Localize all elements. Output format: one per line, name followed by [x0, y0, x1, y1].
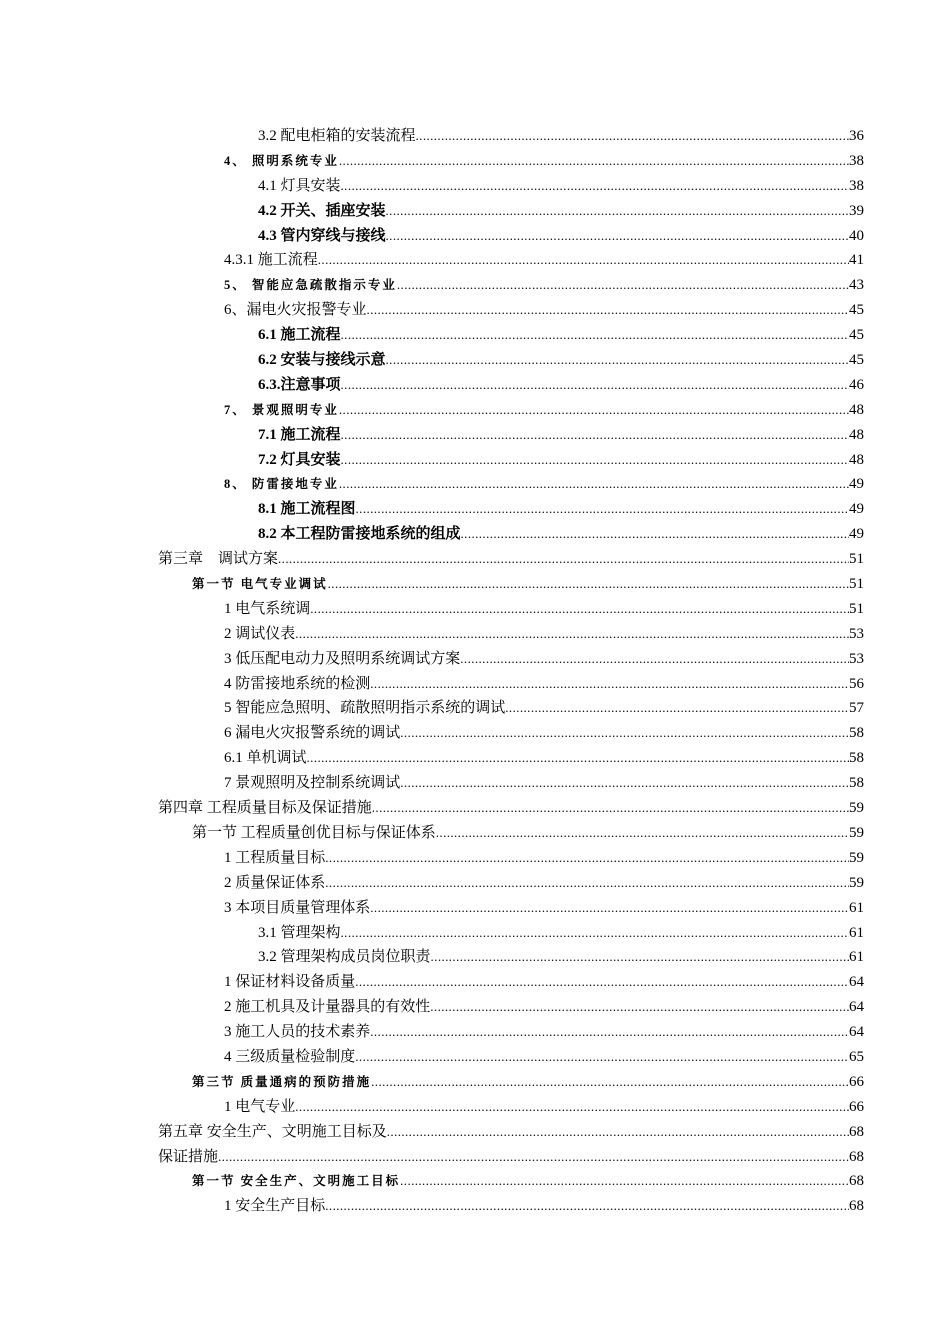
toc-leader-dots	[318, 248, 849, 273]
toc-leader-dots	[341, 323, 849, 348]
toc-entry[interactable]	[0, 547, 950, 572]
toc-page-number: 45	[849, 352, 864, 369]
toc-entry[interactable]	[0, 199, 950, 224]
toc-entry-title: 3.1 管理架构	[258, 924, 341, 941]
toc-page-number: 56	[849, 675, 864, 692]
toc-entry[interactable]	[0, 696, 950, 721]
toc-entry-title: 7、 景观照明专业	[224, 402, 339, 417]
toc-leader-dots	[436, 821, 849, 846]
toc-leader-dots	[325, 846, 849, 871]
toc-entry[interactable]	[0, 721, 950, 746]
toc-entry[interactable]	[0, 174, 950, 199]
toc-entry-title: 第一节 电气专业调试	[192, 577, 328, 592]
toc-entry-title: 1 电气专业	[224, 1098, 296, 1115]
toc-leader-dots	[278, 547, 849, 572]
toc-page-number: 57	[849, 700, 864, 717]
toc-entry[interactable]	[0, 746, 950, 771]
toc-entry[interactable]	[0, 373, 950, 398]
toc-entry-title: 1 工程质量目标	[224, 849, 326, 866]
toc-entry-title: 4.3.1 施工流程	[224, 252, 318, 269]
toc-leader-dots	[367, 298, 849, 323]
toc-leader-dots	[325, 871, 849, 896]
toc-entry-title: 7.1 施工流程	[258, 426, 341, 443]
toc-page-number: 41	[849, 252, 864, 269]
toc-leader-dots	[370, 1020, 849, 1045]
toc-entry[interactable]	[0, 398, 950, 423]
toc-page-number: 39	[849, 202, 864, 219]
toc-entry-title: 第一节 安全生产、文明施工目标	[192, 1174, 401, 1189]
toc-page-number: 66	[849, 1073, 864, 1090]
toc-page-number: 64	[849, 974, 864, 991]
toc-leader-dots	[355, 970, 849, 995]
toc-page-number: 43	[849, 277, 864, 294]
toc-page-number: 58	[849, 725, 864, 742]
toc-entry-title: 6.3.注意事项	[258, 376, 341, 393]
toc-entry[interactable]	[0, 672, 950, 697]
toc-entry[interactable]	[0, 472, 950, 497]
toc-leader-dots	[341, 373, 849, 398]
toc-entry[interactable]	[0, 1095, 950, 1120]
toc-entry-title: 4 三级质量检验制度	[224, 1048, 356, 1065]
toc-entry[interactable]	[0, 448, 950, 473]
toc-page-number: 45	[849, 327, 864, 344]
toc-entry-title: 4.3 管内穿线与接线	[258, 227, 386, 244]
toc-entry[interactable]	[0, 224, 950, 249]
toc-page-number: 51	[849, 576, 864, 593]
toc-entry-title: 6.2 安装与接线示意	[258, 352, 386, 369]
toc-leader-dots	[218, 1145, 849, 1170]
toc-entry-title: 3 本项目质量管理体系	[224, 899, 371, 916]
toc-leader-dots	[400, 721, 849, 746]
toc-entry[interactable]	[0, 796, 950, 821]
toc-entry-title: 7.2 灯具安装	[258, 451, 341, 468]
toc-entry[interactable]	[0, 871, 950, 896]
toc-page-number: 68	[849, 1148, 864, 1165]
toc-page-number: 59	[849, 849, 864, 866]
toc-entry-title: 5 智能应急照明、疏散照明指示系统的调试	[224, 700, 506, 717]
toc-entry[interactable]	[0, 1120, 950, 1145]
toc-page-number: 53	[849, 650, 864, 667]
toc-page-number: 49	[849, 501, 864, 518]
toc-entry-title: 2 调试仪表	[224, 625, 296, 642]
toc-entry-title: 第一节 工程质量创优目标与保证体系	[192, 824, 436, 841]
toc-entry[interactable]	[0, 423, 950, 448]
toc-leader-dots	[325, 1194, 849, 1219]
toc-entry[interactable]	[0, 970, 950, 995]
toc-leader-dots	[341, 423, 849, 448]
toc-page-number: 59	[849, 824, 864, 841]
toc-leader-dots	[397, 273, 849, 298]
toc-page-number: 68	[849, 1173, 864, 1190]
toc-entry-title: 第五章 安全生产、文明施工目标及	[158, 1123, 387, 1140]
toc-entry-title: 6 漏电火灾报警系统的调试	[224, 725, 401, 742]
toc-page-number: 68	[849, 1123, 864, 1140]
toc-page-number: 48	[849, 451, 864, 468]
toc-page-number: 48	[849, 401, 864, 418]
toc-page-number: 64	[849, 1024, 864, 1041]
toc-page-number: 45	[849, 302, 864, 319]
toc-page-number: 65	[849, 1048, 864, 1065]
toc-entry[interactable]	[0, 572, 950, 597]
toc-leader-dots	[339, 149, 849, 174]
toc-page-number: 40	[849, 227, 864, 244]
toc-leader-dots	[386, 224, 849, 249]
toc-page-number: 68	[849, 1198, 864, 1215]
toc-page-number: 58	[849, 750, 864, 767]
toc-entry-title: 6、漏电火灾报警专业	[224, 302, 367, 319]
toc-entry[interactable]	[0, 597, 950, 622]
toc-leader-dots	[341, 174, 849, 199]
toc-entry-title: 6.1 单机调试	[224, 750, 307, 767]
toc-entry[interactable]	[0, 945, 950, 970]
toc-entry-title: 3.2 管理架构成员岗位职责	[258, 949, 431, 966]
toc-leader-dots	[400, 771, 849, 796]
toc-leader-dots	[355, 1045, 849, 1070]
toc-leader-dots	[370, 672, 849, 697]
toc-leader-dots	[431, 945, 849, 970]
toc-entry-title: 5、 智能应急疏散指示专业	[224, 278, 397, 293]
toc-entry[interactable]	[0, 622, 950, 647]
toc-entry-title: 第三章 调试方案	[158, 551, 279, 568]
toc-leader-dots	[356, 497, 849, 522]
toc-entry-title: 2 质量保证体系	[224, 874, 326, 891]
toc-leader-dots	[371, 1070, 849, 1095]
toc-entry[interactable]	[0, 348, 950, 373]
toc-entry-title: 4.1 灯具安装	[258, 177, 341, 194]
toc-entry-title: 8.2 本工程防雷接地系统的组成	[258, 526, 461, 543]
toc-entry-title: 3 施工人员的技术素养	[224, 1024, 371, 1041]
toc-leader-dots	[386, 348, 849, 373]
toc-entry[interactable]	[0, 1045, 950, 1070]
toc-entry[interactable]	[0, 1194, 950, 1219]
toc-entry-title: 8、 防雷接地专业	[224, 477, 339, 492]
toc-entry-title: 第三节 质量通病的预防措施	[192, 1074, 372, 1089]
toc-page-number: 64	[849, 999, 864, 1016]
toc-entry[interactable]	[0, 1070, 950, 1095]
toc-entry-title: 2 施工机具及计量器具的有效性	[224, 999, 431, 1016]
toc-leader-dots	[386, 199, 849, 224]
toc-page-number: 49	[849, 526, 864, 543]
toc-page-number: 36	[849, 128, 864, 144]
toc-entry[interactable]	[0, 248, 950, 273]
toc-entry-title: 8.1 施工流程图	[258, 501, 356, 518]
toc-entry[interactable]	[0, 149, 950, 174]
toc-entry-title: 4、 照明系统专业	[224, 153, 339, 168]
toc-entry[interactable]	[0, 995, 950, 1020]
toc-entry[interactable]	[0, 323, 950, 348]
toc-entry-title: 1 安全生产目标	[224, 1198, 326, 1215]
toc-entry[interactable]	[0, 921, 950, 946]
toc-entry[interactable]	[0, 1145, 950, 1170]
toc-leader-dots	[460, 647, 849, 672]
toc-page-number: 46	[849, 376, 864, 393]
toc-page-number: 66	[849, 1098, 864, 1115]
toc-page-number: 59	[849, 800, 864, 817]
toc-leader-dots	[328, 572, 849, 597]
toc-entry[interactable]	[0, 273, 950, 298]
toc-entry[interactable]	[0, 1169, 950, 1194]
toc-page-number: 38	[849, 152, 864, 169]
toc-page-number: 58	[849, 775, 864, 792]
toc-entry-title: 1 保证材料设备质量	[224, 974, 356, 991]
toc-leader-dots	[341, 921, 849, 946]
toc-leader-dots	[372, 796, 849, 821]
toc-entry-title: 7 景观照明及控制系统调试	[224, 775, 401, 792]
toc-page-number: 51	[849, 600, 864, 617]
toc-page-number: 38	[849, 177, 864, 194]
toc-leader-dots	[310, 597, 849, 622]
toc-entry[interactable]	[0, 522, 950, 547]
toc-leader-dots	[416, 124, 849, 149]
toc-entry[interactable]	[0, 846, 950, 871]
toc-entry[interactable]	[0, 771, 950, 796]
toc-entry-title: 1 电气系统调	[224, 600, 311, 617]
toc-entry[interactable]	[0, 1020, 950, 1045]
toc-entry[interactable]	[0, 896, 950, 921]
toc-entry-title: 第四章 工程质量目标及保证措施	[158, 800, 372, 817]
toc-page-number: 61	[849, 924, 864, 941]
toc-page-number: 59	[849, 874, 864, 891]
toc-entry[interactable]	[0, 821, 950, 846]
toc-entry-title: 4.2 开关、插座安装	[258, 202, 386, 219]
toc-leader-dots	[430, 995, 849, 1020]
toc-entry-title: 3.2 配电柜箱的安装流程	[258, 128, 416, 144]
toc-entry[interactable]	[0, 298, 950, 323]
toc-entry-title: 3 低压配电动力及照明系统调试方案	[224, 650, 461, 667]
toc-page-number: 49	[849, 476, 864, 493]
toc-leader-dots	[505, 696, 849, 721]
toc-leader-dots	[400, 1169, 849, 1194]
toc-entry-title: 6.1 施工流程	[258, 327, 341, 344]
toc-entry-title: 4 防雷接地系统的检测	[224, 675, 371, 692]
toc-leader-dots	[295, 1095, 849, 1120]
toc-entry[interactable]	[0, 497, 950, 522]
table-of-contents	[0, 124, 950, 1219]
toc-page-number: 61	[849, 899, 864, 916]
toc-leader-dots	[370, 896, 849, 921]
toc-page-number: 61	[849, 949, 864, 966]
toc-leader-dots	[387, 1120, 849, 1145]
toc-entry[interactable]	[0, 647, 950, 672]
toc-entry-title: 保证措施	[158, 1148, 219, 1165]
toc-entry[interactable]	[0, 124, 950, 149]
toc-page-number: 51	[849, 551, 864, 568]
toc-leader-dots	[307, 746, 849, 771]
toc-page-number: 53	[849, 625, 864, 642]
toc-leader-dots	[339, 398, 849, 423]
toc-leader-dots	[461, 522, 849, 547]
toc-leader-dots	[295, 622, 849, 647]
toc-page-number: 48	[849, 426, 864, 443]
toc-leader-dots	[339, 472, 849, 497]
toc-leader-dots	[341, 448, 849, 473]
